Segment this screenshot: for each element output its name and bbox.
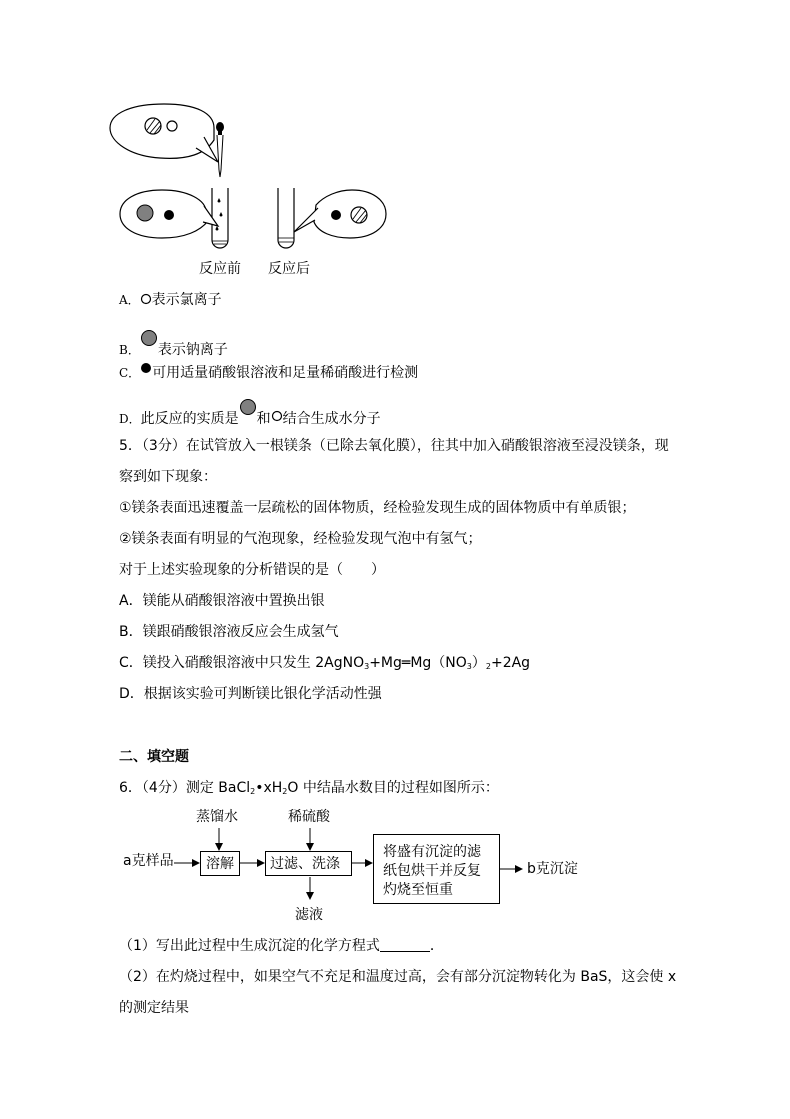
black-ion-icon (331, 210, 341, 220)
q5-option-a: A．镁能从硝酸银溶液中置换出银 (119, 593, 325, 609)
reaction-figure (0, 0, 790, 290)
dropper-bubble-tail (196, 137, 218, 162)
flow-byproduct: 滤液 (295, 907, 323, 923)
q4-option-b (119, 329, 228, 358)
q4-option-a (119, 290, 222, 310)
q5-stem-line2: 察到如下现象： (119, 469, 217, 485)
q5-observation-1: ①镁条表面迅速覆盖一层疏松的固体物质，经检验发现生成的固体物质中有单质银； (119, 500, 636, 516)
flow-step-line: 灼烧至恒重 (383, 882, 453, 898)
q6-sub2-line1: （2）在灼烧过程中，如果空气不充足和温度过高，会有部分沉淀物转化为 BaS，这会使 x (119, 969, 677, 985)
flow-step-label: 溶解 (206, 856, 234, 872)
hatched-ion-icon (351, 207, 367, 223)
hatched-ion-icon (145, 118, 161, 134)
option-text-mid: +Mg═Mg（NO (369, 655, 467, 671)
q6-sub1-text: （1）写出此过程中生成沉淀的化学方程式 (119, 938, 380, 954)
option-text: 可用适量硝酸银溶液和足量稀硝酸进行检测 (152, 365, 419, 381)
subscript: 2 (250, 787, 256, 796)
q5-question: 对于上述实验现象的分析错误的是（ ） (119, 562, 385, 578)
flow-output: b克沉淀 (527, 861, 578, 877)
dropper-icon (216, 122, 224, 177)
q6-stem-mid: •xH (255, 780, 283, 796)
q5-observation-2: ②镁条表面有明显的气泡现象，经检验发现气泡中有氢气； (119, 531, 482, 547)
subscript: 3 (466, 662, 472, 671)
option-text-pre: 此反应的实质是 (140, 411, 239, 427)
label-after: 反应后 (268, 261, 310, 277)
black-ion-icon (140, 362, 152, 374)
hollow-ion-icon (140, 293, 152, 305)
q5-option-c (119, 653, 530, 677)
option-text-post: +2Ag (490, 655, 531, 671)
q4-option-d (119, 398, 381, 427)
flow-step-label: 过滤、洗涤 (270, 856, 340, 872)
gray-ion-icon (239, 398, 257, 416)
black-ion-icon (164, 210, 174, 220)
q4-option-c (119, 362, 418, 383)
answer-blank[interactable] (380, 937, 430, 952)
flow-step-dissolve (200, 851, 240, 876)
label-before: 反应前 (199, 261, 241, 277)
q6-stem-post: O 中结晶水数目的过程如图所示： (287, 780, 499, 796)
option-text: 表示钠离子 (157, 342, 228, 358)
subscript: 3 (364, 662, 370, 671)
option-text: 表示氯离子 (151, 292, 222, 308)
q5-option-b: B．镁跟硝酸银溶液反应会生成氢气 (119, 624, 339, 640)
option-label: C． (119, 366, 141, 380)
q6-stem-pre: 6．（4分）测定 BaCl (119, 780, 251, 796)
option-label: A． (119, 293, 140, 307)
hollow-ion-icon (271, 410, 283, 422)
section-title: 二、填空题 (119, 749, 189, 765)
q5-option-d: D．根据该实验可判断镁比银化学活动性强 (119, 686, 382, 702)
test-tube-after (278, 188, 294, 248)
flow-reagent-2: 稀硫酸 (288, 809, 330, 825)
flow-step-ignite (373, 834, 500, 904)
flow-step-line: 纸包烘干并反复 (383, 863, 481, 879)
option-text-post: 结合生成水分子 (282, 411, 381, 427)
q6-sub1-end: ． (429, 938, 444, 954)
option-label: D． (119, 412, 141, 426)
option-text-pre: C．镁投入硝酸银溶液中只发生 2AgNO (119, 655, 365, 671)
option-label: B． (119, 343, 140, 357)
flow-step-filter (265, 851, 352, 876)
flow-reagent-1: 蒸馏水 (196, 809, 238, 825)
subscript: 2 (282, 787, 288, 796)
hollow-ion-icon (167, 121, 177, 131)
test-tube-before (212, 188, 228, 248)
flow-step-line: 将盛有沉淀的滤 (383, 844, 481, 860)
gray-ion-icon (140, 329, 158, 347)
q6-sub1 (119, 936, 444, 956)
flow-input: a克样品 (123, 853, 174, 869)
q5-stem-line1: 5．（3分）在试管放入一根镁条（已除去氧化膜），往其中加入硝酸银溶液至浸没镁条，现 (119, 438, 669, 454)
gray-ion-icon (137, 205, 153, 221)
q6-stem (119, 778, 499, 802)
option-text-mid: 和 (256, 411, 271, 427)
q6-sub2-line2: 的测定结果 (119, 1000, 189, 1016)
subscript: 2 (485, 662, 491, 671)
option-text-mid2: ） (471, 655, 486, 671)
